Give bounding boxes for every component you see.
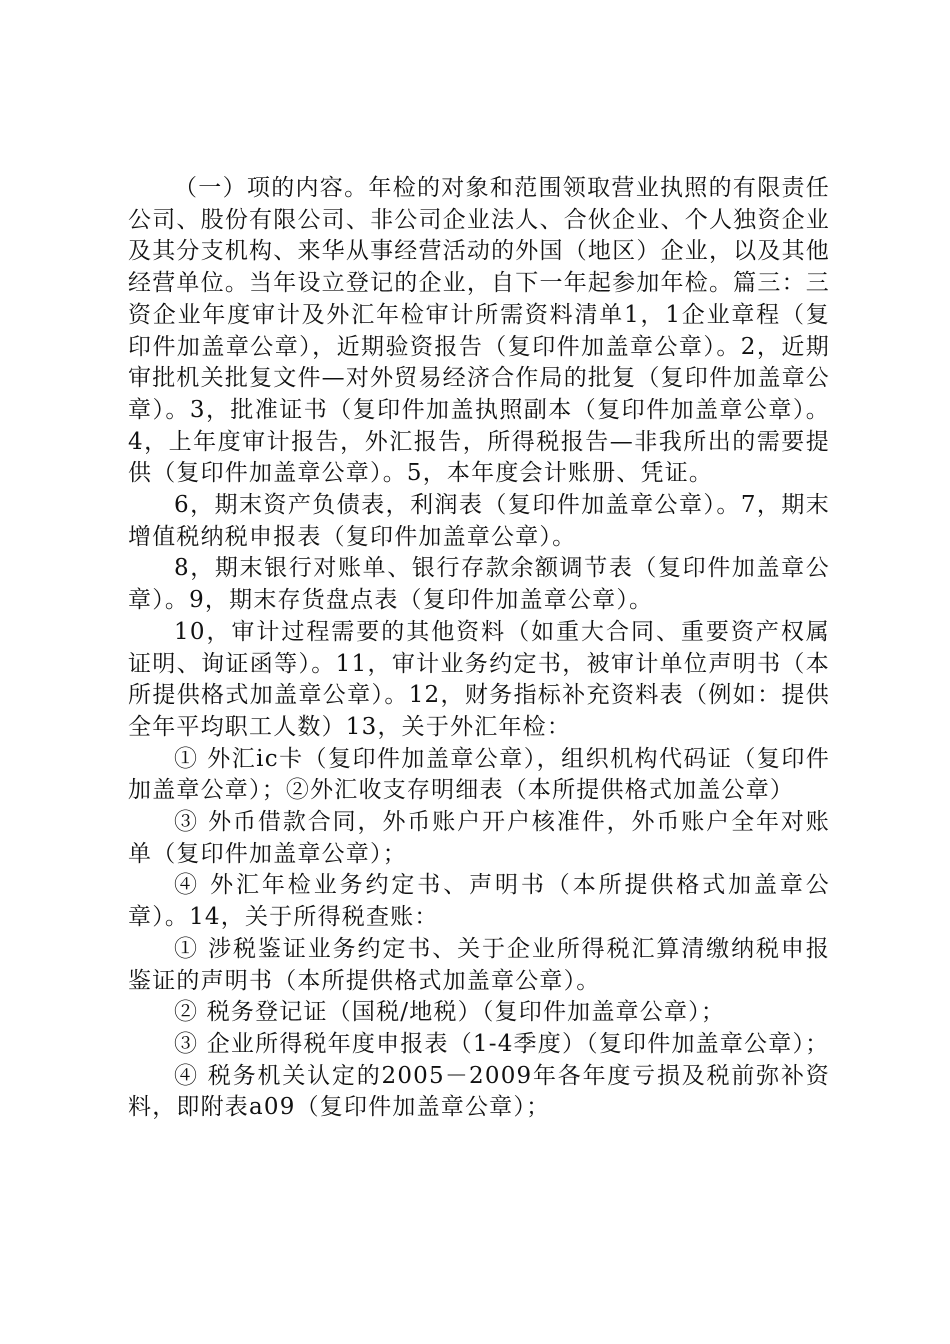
paragraph-annual-inspection-scope: （一）项的内容。年检的对象和范围领取营业执照的有限责任公司、股份有限公司、非公司企业法人、合伙企业、个人独资企业及其分支机构、来华从事经营活动的外国（地区）企业，以及其他经营单位。当年设立登记的企业，自下一年起参加年检。篇三：三资企业年度审计及外汇年检审计所需资料清单1，1企业章程（复印件加盖章公章），近期验资报告（复印件加盖章公章）。2，近期审批机关批复文件—对外贸易经济合作局的批复（复印件加盖章公章）。3，批准证书（复印件加盖执照副本（复印件加盖章公章）。4，上年度审计报告，外汇报告，所得税报告—非我所出的需要提供（复印件加盖章公章）。5，本年度会计账册、凭证。: [128, 175, 830, 487]
paragraph-tax-registration: ② 税务登记证（国税/地税）（复印件加盖章公章）；: [174, 999, 726, 1026]
paragraph-other-materials: 10，审计过程需要的其他资料（如重大合同、重要资产权属证明、询证函等）。11，审计业务约定书，被审计单位声明书（本所提供格式加盖章公章）。12，财务指标补充资料表（例如：提供全年平均职工人数）13，关于外汇年检：: [128, 618, 830, 740]
paragraph-forex-ic-card: ① 外汇ic卡（复印件加盖章公章），组织机构代码证（复印件加盖章公章）；②外汇收支存明细表（本所提供格式加盖公章）: [128, 745, 830, 804]
paragraph-forex-engagement: ④ 外汇年检业务约定书、声明书（本所提供格式加盖章公章）。14，关于所得税查账：: [128, 872, 830, 931]
document-body: [128, 173, 830, 1124]
paragraph-bank-statement: 8，期末银行对账单、银行存款余额调节表（复印件加盖章公章）。9，期末存货盘点表（复印件加盖章公章）。: [128, 555, 830, 614]
paragraph-foreign-loan: ③ 外币借款合同，外币账户开户核准件，外币账户全年对账单（复印件加盖章公章）；: [128, 809, 830, 867]
paragraph-loss-records: ④ 税务机关认定的2005－2009年各年度亏损及税前弥补资料，即附表a09（复印件加盖章公章）；: [128, 1062, 830, 1121]
paragraph-balance-sheet: 6，期末资产负债表，利润表（复印件加盖章公章）。7，期末增值税纳税申报表（复印件加盖章公章）。: [128, 492, 830, 550]
paragraph-income-tax-return: ③ 企业所得税年度申报表（1-4季度）（复印件加盖章公章）；: [174, 1030, 830, 1057]
paragraph-tax-engagement: ① 涉税鉴证业务约定书、关于企业所得税汇算清缴纳税申报鉴证的声明书（本所提供格式加盖章公章）。: [128, 935, 830, 994]
